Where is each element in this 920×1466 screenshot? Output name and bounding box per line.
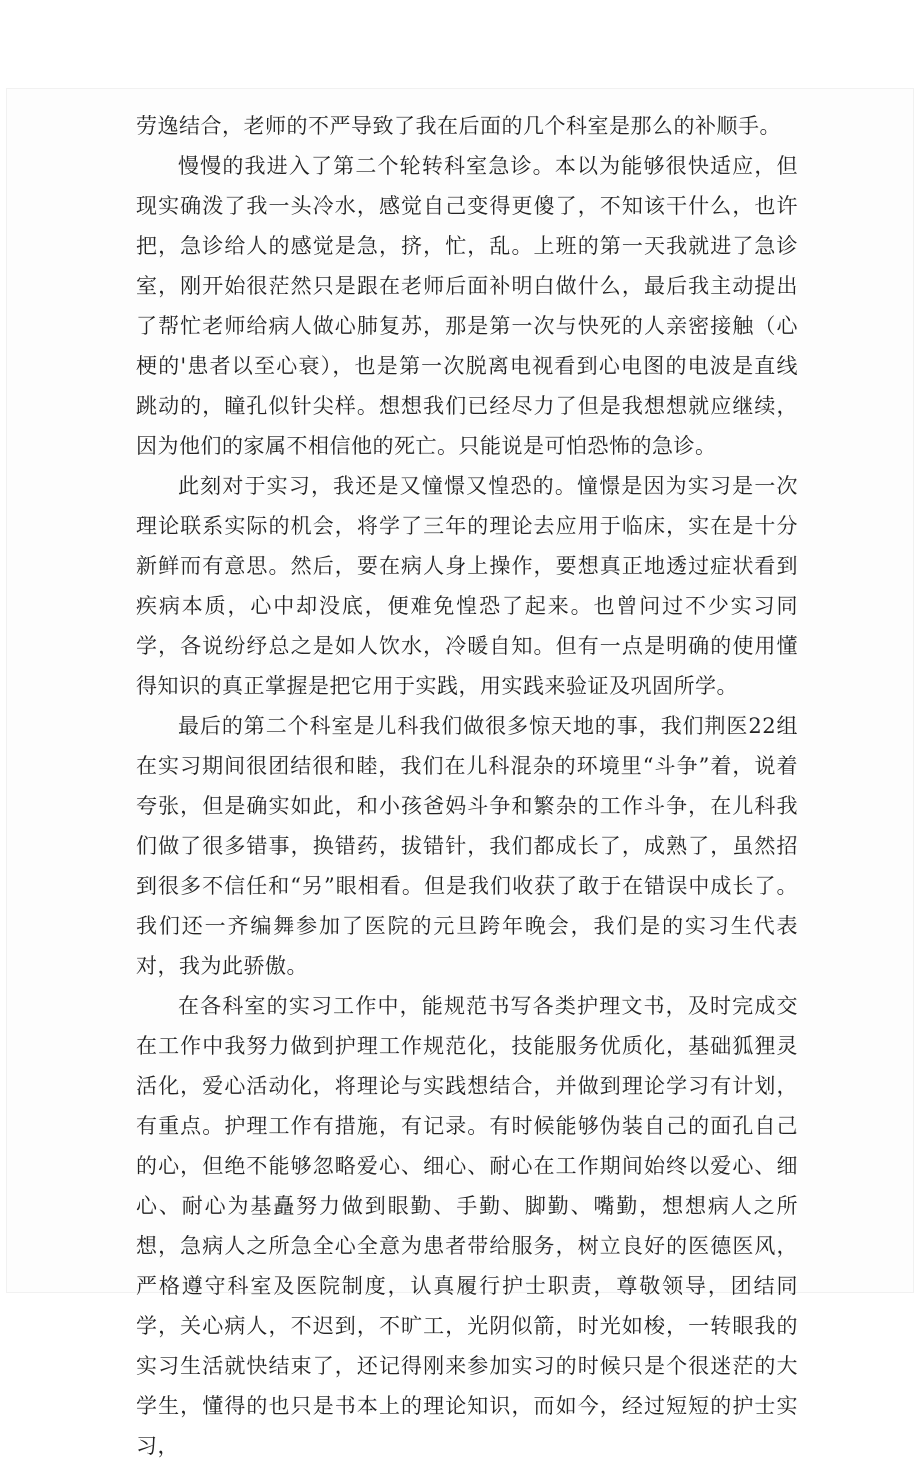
paragraph-nursing-work: 在各科室的实习工作中，能规范书写各类护理文书，及时完成交在工作中我努力做到护理工作规范化，技能服务优质化，基础狐狸灵活化，爱心活动化，将理论与实践想结合，并做到理论学习有计划，有重点。护理工作有措施，有记录。有时候能够伪装自己的面孔自己的心，但绝不能够忽略爱心、细心、耐心在工作期间始终以爱心、细心、耐心为基矗努力做到眼勤、手勤、脚勤、嘴勤，想想病人之所想，急病人之所急全心全意为患者带给服务，树立良好的医德医风，严格遵守科室及医院制度，认真履行护士职责，尊敬领导，团结同学，关心病人，不迟到，不旷工，光阴似箭，时光如梭，一转眼我的实习生活就快结束了，还记得刚来参加实习的时候只是个很迷茫的大学生，懂得的也只是书本上的理论知识，而如今，经过短短的护士实习， [136, 994, 798, 1458]
paragraph-internship-feelings: 此刻对于实习，我还是又憧憬又惶恐的。憧憬是因为实习是一次理论联系实际的机会，将学了三年的理论去应用于临床，实在是十分新鲜而有意思。然后，要在病人身上操作，要想真正地透过症状看到疾病本质，心中却没底，便难免惶恐了起来。也曾问过不少实习同学，各说纷纾总之是如人饮水，冷暖自知。但有一点是明确的使用懂得知识的真正掌握是把它用于实践，用实践来验证及巩固所学。 [136, 474, 798, 698]
paragraph-continuation: 劳逸结合，老师的不严导致了我在后面的几个科室是那么的补顺手。 [136, 114, 781, 138]
paragraph-pediatrics: 最后的第二个科室是儿科我们做很多惊天地的事，我们荆医22组在实习期间很团结很和睦，我们在儿科混杂的环境里“斗争”着，说着夸张，但是确实如此，和小孩爸妈斗争和繁杂的工作斗争，在儿科我们做了很多错事，换错药，拔错针，我们都成长了，成熟了，虽然招到很多不信任和“另”眼相看。但是我们收获了敢于在错误中成长了。我们还一齐编舞参加了医院的元旦跨年晚会，我们是的实习生代表对，我为此骄傲。 [136, 714, 798, 978]
paragraph-emergency-rotation: 慢慢的我进入了第二个轮转科室急诊。本以为能够很快适应，但现实确泼了我一头冷水，感觉自己变得更傻了，不知该干什么，也许把，急诊给人的感觉是急，挤，忙，乱。上班的第一天我就进了急诊室，刚开始很茫然只是跟在老师后面补明白做什么，最后我主动提出了帮忙老师给病人做心肺复苏，那是第一次与快死的人亲密接触（心梗的'患者以至心衰），也是第一次脱离电视看到心电图的电波是直线跳动的，瞳孔似针尖样。想想我们已经尽力了但是我想想就应继续，因为他们的家属不相信他的死亡。只能说是可怕恐怖的急诊。 [136, 154, 798, 458]
document-body [136, 106, 798, 1466]
